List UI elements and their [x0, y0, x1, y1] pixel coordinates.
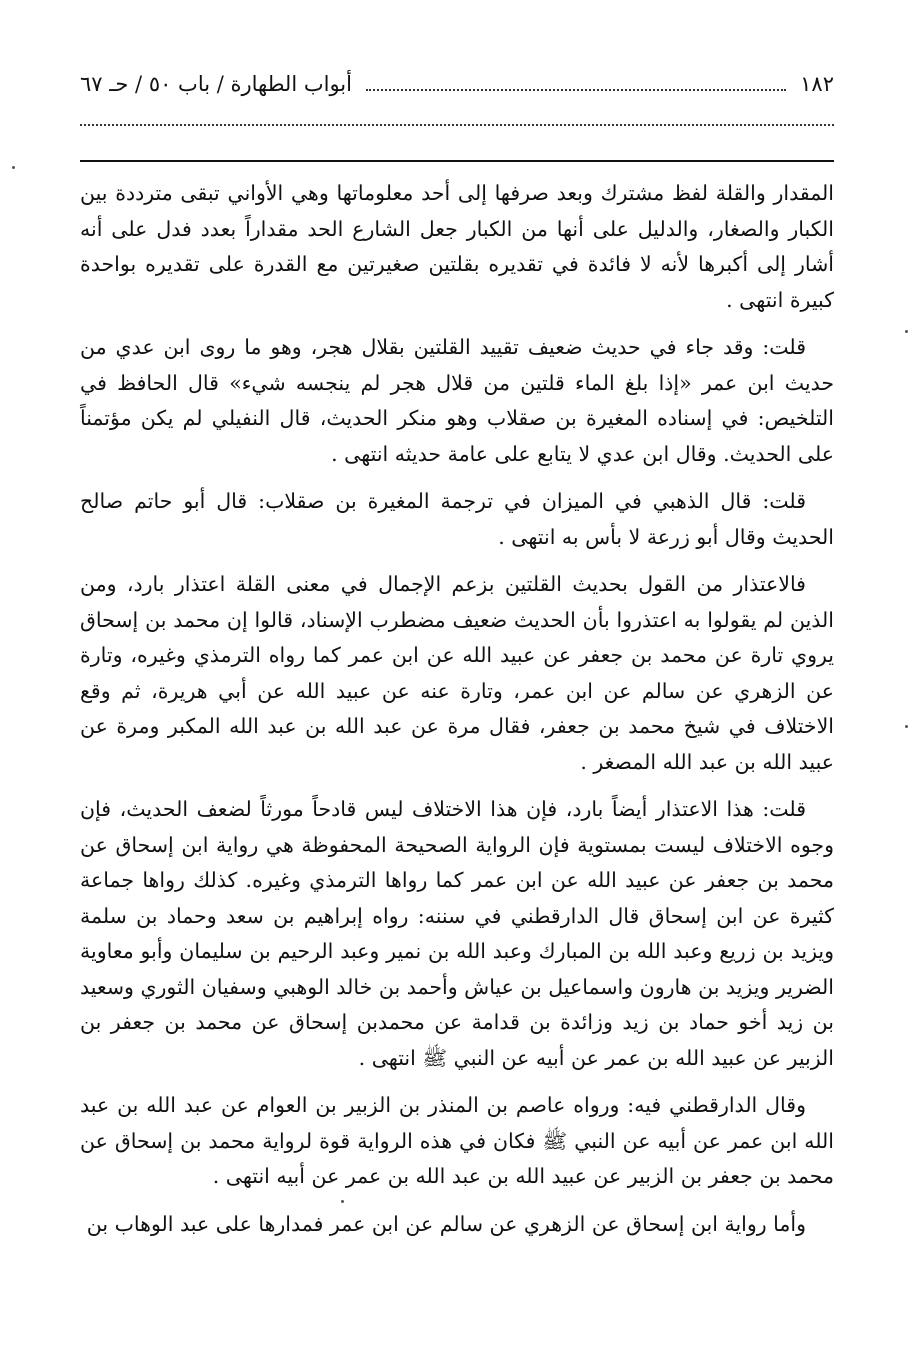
paragraph-4: فالاعتذار من القول بحديث القلتين بزعم الإجمال في معنى القلة اعتذار بارد، ومن الذين لم يقولوا به اعتذروا بأن الحديث ضعيف مضطرب الإسناد، قالوا إن محمد بن إسحاق يروي تارة عن محمد بن جعفر عن عبيد الله عن ابن عمر كما رواه الترمذي وغيره، وتارة عن الزهري عن سالم عن ابن عمر، وتارة عنه عن عبيد الله عن أبي هريرة، ثم وقع الاختلاف في شيخ محمد بن جعفر، فقال مرة عن عبد الله بن عبد الله المكبر ومرة عن عبيد الله بن عبد الله المصغر .: [80, 572, 834, 774]
paragraph-1: المقدار والقلة لفظ مشترك وبعد صرفها إلى أحد معلوماتها وهي الأواني تبقى مترددة بين الكبار والصغار، والدليل على أنها من الكبار جعل الشارع الحد مقداراً بعدد فدل على أنه أشار إلى أكبرها لأنه لا فائدة في تقديره بقلتين صغيرتين مع القدرة على تقديره بواحدة كبيرة انتهى .: [80, 181, 834, 312]
body-text: [80, 176, 834, 1254]
paragraph-7: وأما رواية ابن إسحاق عن الزهري عن سالم عن ابن عمر فمدارها على عبد الوهاب بن: [86, 1211, 806, 1236]
running-header: [80, 66, 834, 102]
paragraph-6: وقال الدارقطني فيه: ورواه عاصم بن المنذر بن الزبير بن العوام عن عبد الله بن عبد الله ابن عمر عن أبيه عن النبي ﷺ فكان في هذه الرواية قوة لرواية محمد بن إسحاق عن محمد بن جعفر بن الزبير عن عبيد الله بن عبد الله بن عمر عن أبيه انتهى .: [80, 1093, 834, 1188]
paragraph-5: قلت: هذا الاعتذار أيضاً بارد، فإن هذا الاختلاف ليس قادحاً مورثاً لضعف الحديث، فإن وجوه الاختلاف ليست بمستوية فإن الرواية الصحيحة المحفوظة هي رواية ابن إسحاق عن محمد بن جعفر عن عبيد الله عن ابن عمر كما رواها الترمذي وغيره. كذلك رواها جماعة كثيرة عن ابن إسحاق قال الدارقطني في سننه: رواه إبراهيم بن سعد وحماد بن سلمة ويزيد بن زريع وعبد الله بن المبارك وعبد الله بن نمير وعبد الرحيم بن سليمان وأبو معاوية الضرير ويزيد بن هارون واسماعيل بن عياش وأحمد بن خالد الوهبي وسفيان الثوري وسعيد بن زيد أخو حماد بن زيد وزائدة بن قدامة عن محمدبن إسحاق عن محمد بن جعفر بن الزبير عن عبيد الله بن عمر عن أبيه عن النبي ﷺ انتهى .: [80, 797, 834, 1070]
scan-speck: [12, 166, 15, 169]
header-dot-leader: [366, 77, 786, 91]
chapter-title: أبواب الطهارة / باب ٥٠ / حـ ٦٧: [80, 72, 352, 96]
page-number: ١٨٢: [800, 72, 834, 96]
paragraph-2: قلت: وقد جاء في حديث ضعيف تقييد القلتين بقلال هجر، وهو ما روى ابن عدي من حديث ابن عمر «إذا بلغ الماء قلتين من قلال هجر لم ينجسه شيء» قال الحافظ في التلخيص: في إسناده المغيرة بن صقلاب وهو منكر الحديث، قال النفيلي لم يكن مؤتمناً على الحديث. وقال ابن عدي لا يتابع على عامة حديثه انتهى .: [80, 335, 834, 466]
paragraph-3: قلت: قال الذهبي في الميزان في ترجمة المغيرة بن صقلاب: قال أبو حاتم صالح الحديث وقال أبو زرعة لا بأس به انتهى .: [80, 489, 834, 549]
dotted-separator: [80, 124, 834, 126]
scan-speck: [905, 330, 908, 333]
solid-separator: [80, 160, 834, 162]
scan-speck: [341, 1200, 344, 1203]
scan-speck: [905, 725, 908, 728]
